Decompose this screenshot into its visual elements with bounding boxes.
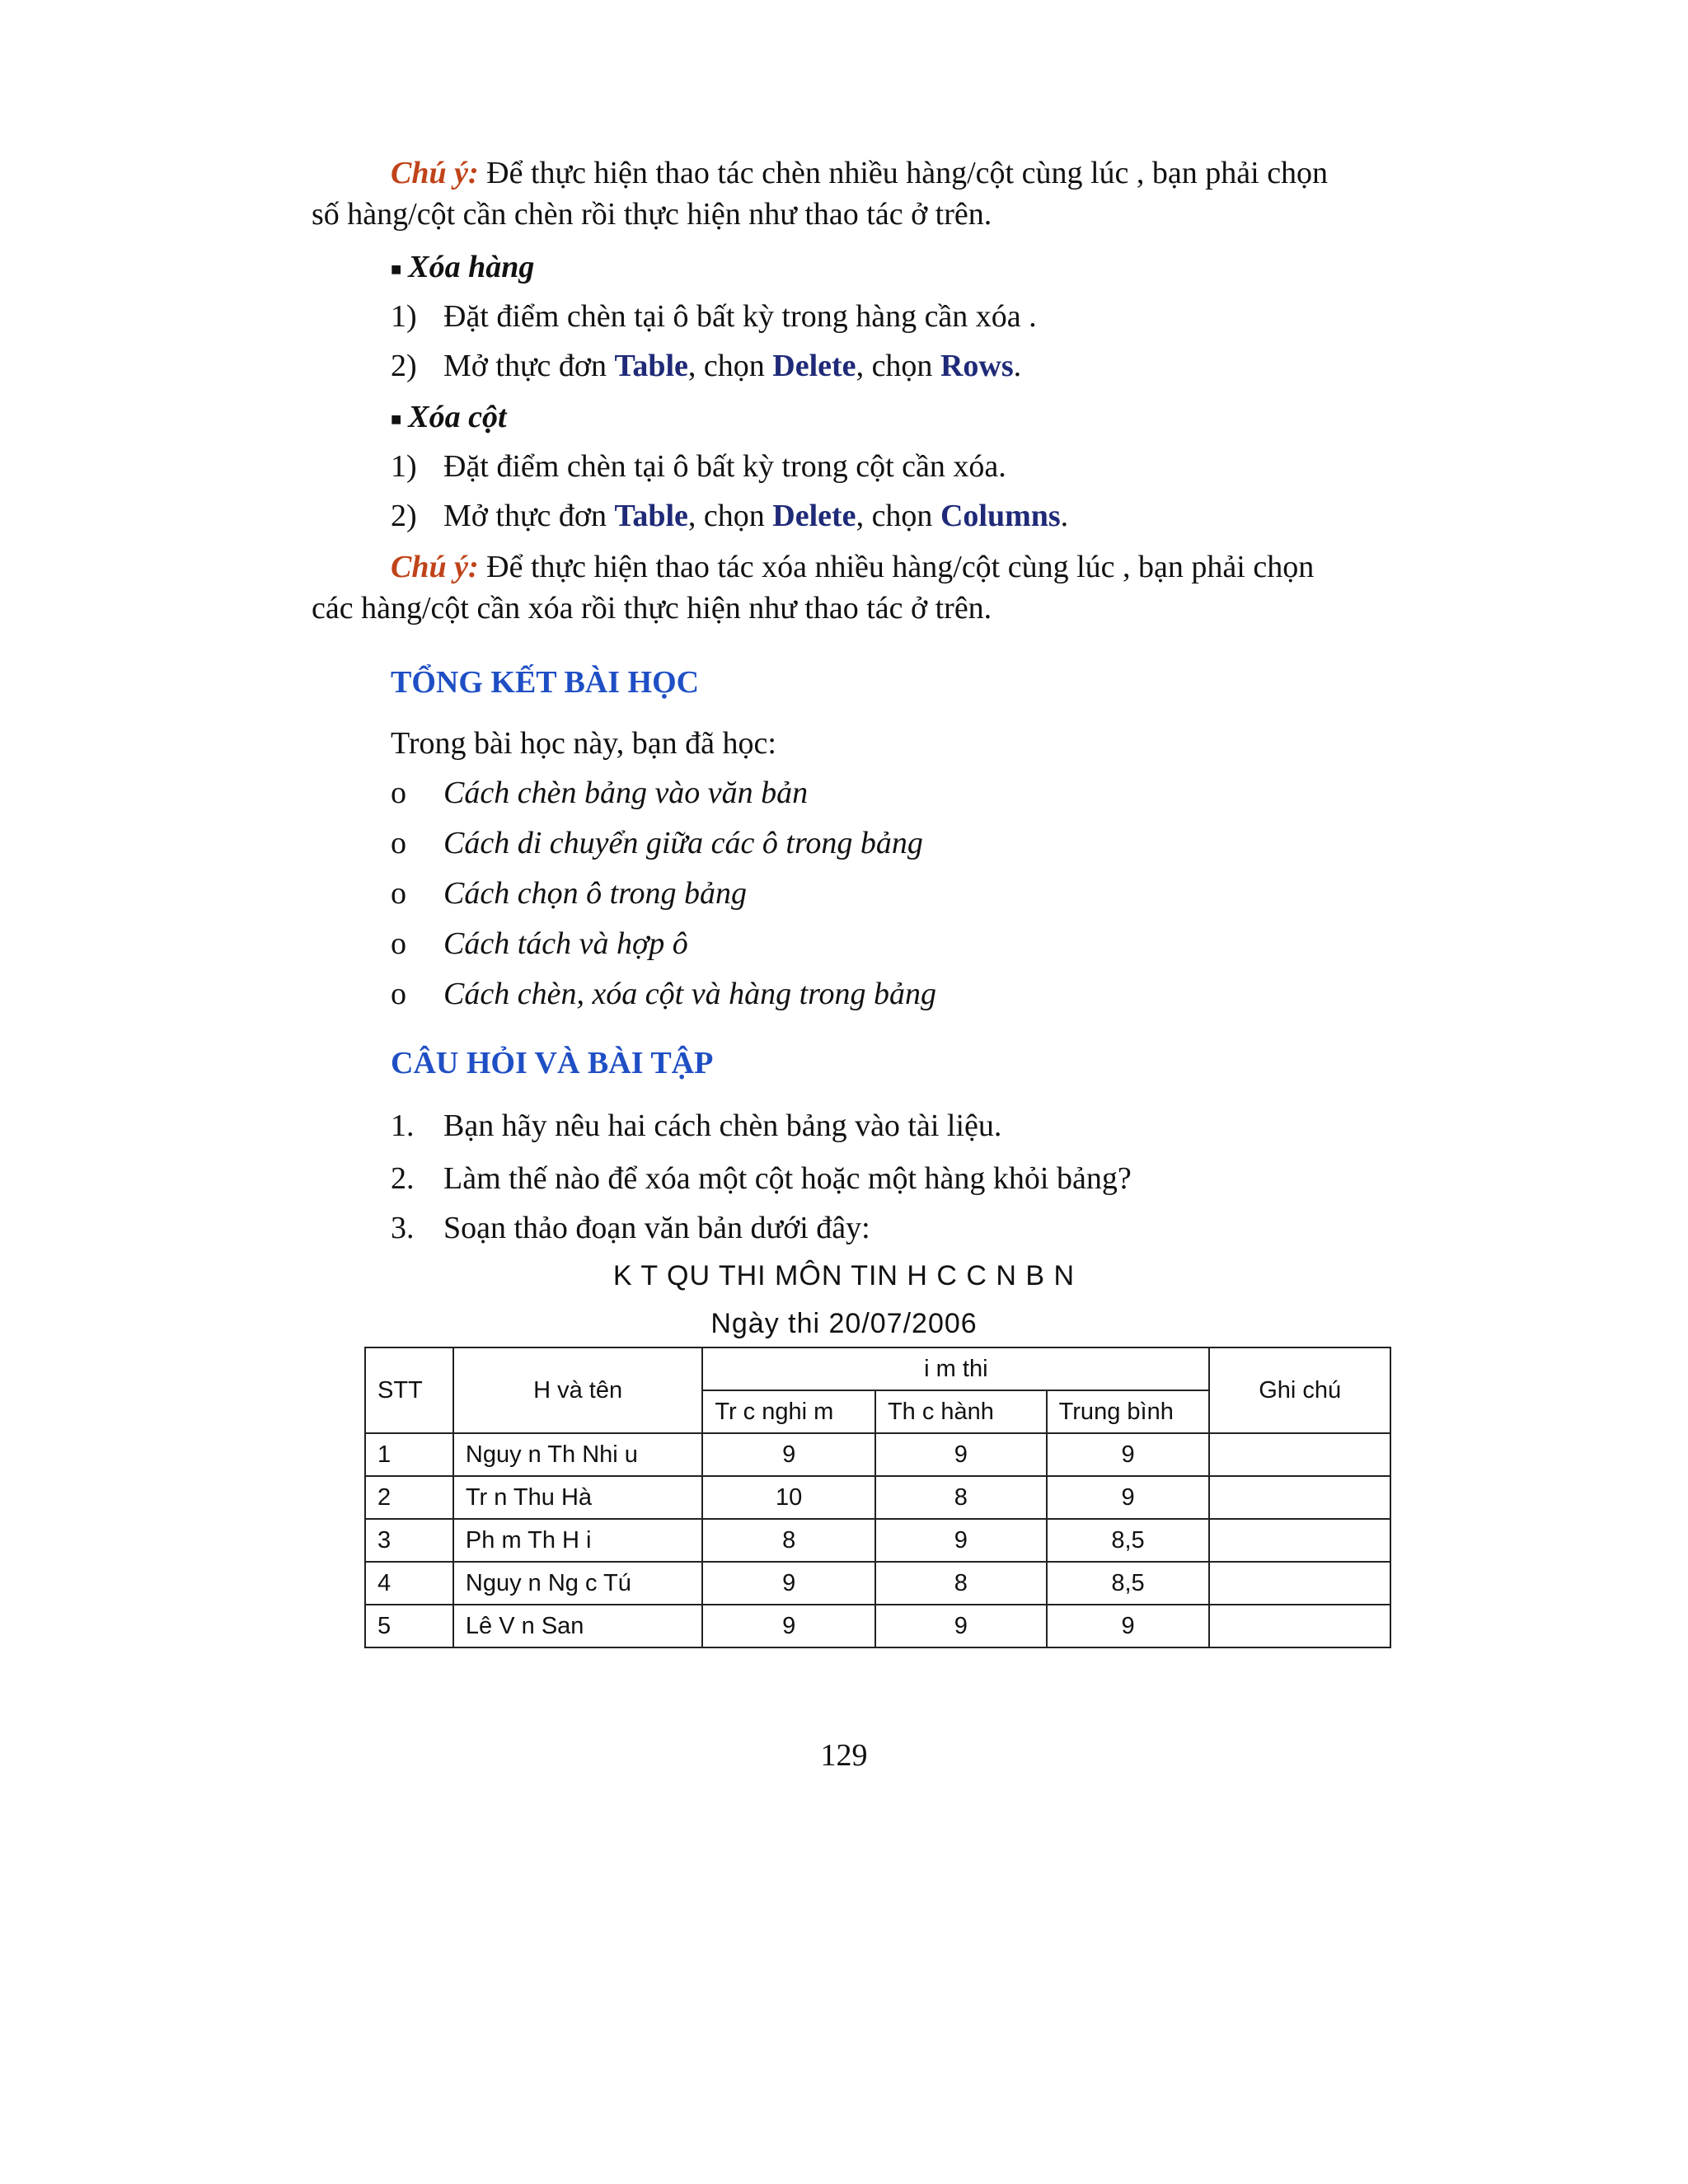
delete-row-heading: ■ Xóa hàng (391, 250, 535, 284)
menu-table: Table (614, 349, 688, 383)
header-mcq: Tr c nghi m (702, 1390, 875, 1433)
header-average: Trung bình (1047, 1390, 1210, 1433)
question-number: 3. (391, 1211, 415, 1245)
cell-mcq: 10 (702, 1476, 875, 1519)
square-bullet-icon: ■ (391, 409, 402, 430)
circle-bullet-icon: o (391, 776, 406, 810)
table-row (365, 1605, 1390, 1647)
summary-item-text: Cách tách và hợp ô (443, 926, 688, 961)
cell-average: 9 (1047, 1476, 1210, 1519)
question-item (391, 1160, 1132, 1198)
note-text: Để thực hiện thao tác xóa nhiều hàng/cột cùng lúc , bạn phải chọn (486, 550, 1315, 584)
menu-delete: Delete (772, 499, 856, 533)
circle-bullet-icon: o (391, 977, 406, 1011)
cell-practice: 9 (875, 1519, 1047, 1562)
question-text: Làm thế nào để xóa một cột hoặc một hàng khỏi bảng? (443, 1161, 1132, 1196)
cell-mcq: 9 (702, 1562, 875, 1605)
summary-item (391, 976, 936, 1014)
table-date: Ngày thi 20/07/2006 (710, 1308, 978, 1339)
table-header-row (365, 1347, 1390, 1390)
header-name: H và tên (453, 1347, 702, 1433)
cell-name: Tr n Thu Hà (453, 1476, 702, 1519)
circle-bullet-icon: o (391, 876, 406, 911)
menu-table: Table (614, 499, 688, 533)
note-label: Chú ý: (391, 550, 479, 584)
note-text: Để thực hiện thao tác chèn nhiều hàng/cột cùng lúc , bạn phải chọn (486, 156, 1329, 190)
note-label: Chú ý: (391, 156, 479, 190)
cell-average: 9 (1047, 1605, 1210, 1647)
table-row (365, 1476, 1390, 1519)
question-item (391, 1210, 870, 1248)
grades-table (364, 1347, 1391, 1648)
cell-average: 8,5 (1047, 1562, 1210, 1605)
page-number: 129 (820, 1738, 868, 1773)
header-practice: Th c hành (875, 1390, 1047, 1433)
table-row (365, 1433, 1390, 1476)
note-2-line-2: các hàng/cột cần xóa rồi thực hiện như thao tác ở trên. (312, 591, 992, 626)
menu-columns: Columns (940, 499, 1061, 533)
header-note: Ghi chú (1209, 1347, 1390, 1433)
menu-rows: Rows (940, 349, 1014, 383)
summary-heading: TỔNG KẾT BÀI HỌC (391, 665, 700, 700)
question-item (391, 1108, 1001, 1146)
cell-practice: 9 (875, 1605, 1047, 1647)
cell-note (1209, 1519, 1390, 1562)
cell-mcq: 8 (702, 1519, 875, 1562)
cell-note (1209, 1562, 1390, 1605)
note-1-line-1 (391, 155, 1328, 193)
summary-item (391, 775, 808, 813)
note-2-line-1 (391, 549, 1314, 587)
cell-stt: 4 (365, 1562, 453, 1605)
cell-note (1209, 1605, 1390, 1647)
cell-stt: 1 (365, 1433, 453, 1476)
question-number: 2. (391, 1161, 415, 1196)
summary-item-text: Cách chèn, xóa cột và hàng trong bảng (443, 977, 937, 1011)
delete-col-step-2: 2) Mở thực đơn Table, chọn Delete, chọn Columns. (391, 499, 1069, 533)
circle-bullet-icon: o (391, 826, 406, 860)
summary-item (391, 875, 747, 913)
cell-mcq: 9 (702, 1605, 875, 1647)
table-row (365, 1519, 1390, 1562)
question-text: Bạn hãy nêu hai cách chèn bảng vào tài liệu. (443, 1108, 1002, 1143)
questions-heading: CÂU HỎI VÀ BÀI TẬP (391, 1046, 714, 1080)
header-score: i m thi (702, 1347, 1209, 1390)
cell-average: 8,5 (1047, 1519, 1210, 1562)
summary-intro: Trong bài học này, bạn đã học: (391, 726, 776, 761)
cell-stt: 5 (365, 1605, 453, 1647)
header-stt: STT (365, 1347, 453, 1433)
menu-delete: Delete (772, 349, 856, 383)
cell-stt: 3 (365, 1519, 453, 1562)
cell-name: Nguy n Th Nhi u (453, 1433, 702, 1476)
cell-average: 9 (1047, 1433, 1210, 1476)
square-bullet-icon: ■ (391, 259, 402, 280)
summary-item-text: Cách chèn bảng vào văn bản (443, 776, 809, 810)
summary-item-text: Cách chọn ô trong bảng (443, 876, 748, 911)
summary-item (391, 926, 688, 963)
table-row (365, 1562, 1390, 1605)
question-number: 1. (391, 1108, 415, 1143)
delete-row-step-1: 1) Đặt điểm chèn tại ô bất kỳ trong hàng cần xóa . (391, 299, 1037, 334)
circle-bullet-icon: o (391, 926, 406, 961)
cell-name: Ph m Th H i (453, 1519, 702, 1562)
delete-row-step-2: 2) Mở thực đơn Table, chọn Delete, chọn Rows. (391, 349, 1022, 383)
note-1-line-2: số hàng/cột cần chèn rồi thực hiện như thao tác ở trên. (312, 197, 992, 232)
table-title: K T QU THI MÔN TIN H C C N B N (612, 1260, 1076, 1291)
summary-item (391, 825, 923, 863)
cell-name: Lê V n San (453, 1605, 702, 1647)
cell-stt: 2 (365, 1476, 453, 1519)
cell-name: Nguy n Ng c Tú (453, 1562, 702, 1605)
cell-note (1209, 1433, 1390, 1476)
cell-note (1209, 1476, 1390, 1519)
delete-col-step-1: 1) Đặt điểm chèn tại ô bất kỳ trong cột cần xóa. (391, 449, 1006, 484)
cell-mcq: 9 (702, 1433, 875, 1476)
cell-practice: 9 (875, 1433, 1047, 1476)
cell-practice: 8 (875, 1476, 1047, 1519)
cell-practice: 8 (875, 1562, 1047, 1605)
summary-item-text: Cách di chuyển giữa các ô trong bảng (443, 826, 923, 860)
delete-col-heading: ■ Xóa cột (391, 400, 507, 434)
question-text: Soạn thảo đoạn văn bản dưới đây: (443, 1211, 870, 1245)
